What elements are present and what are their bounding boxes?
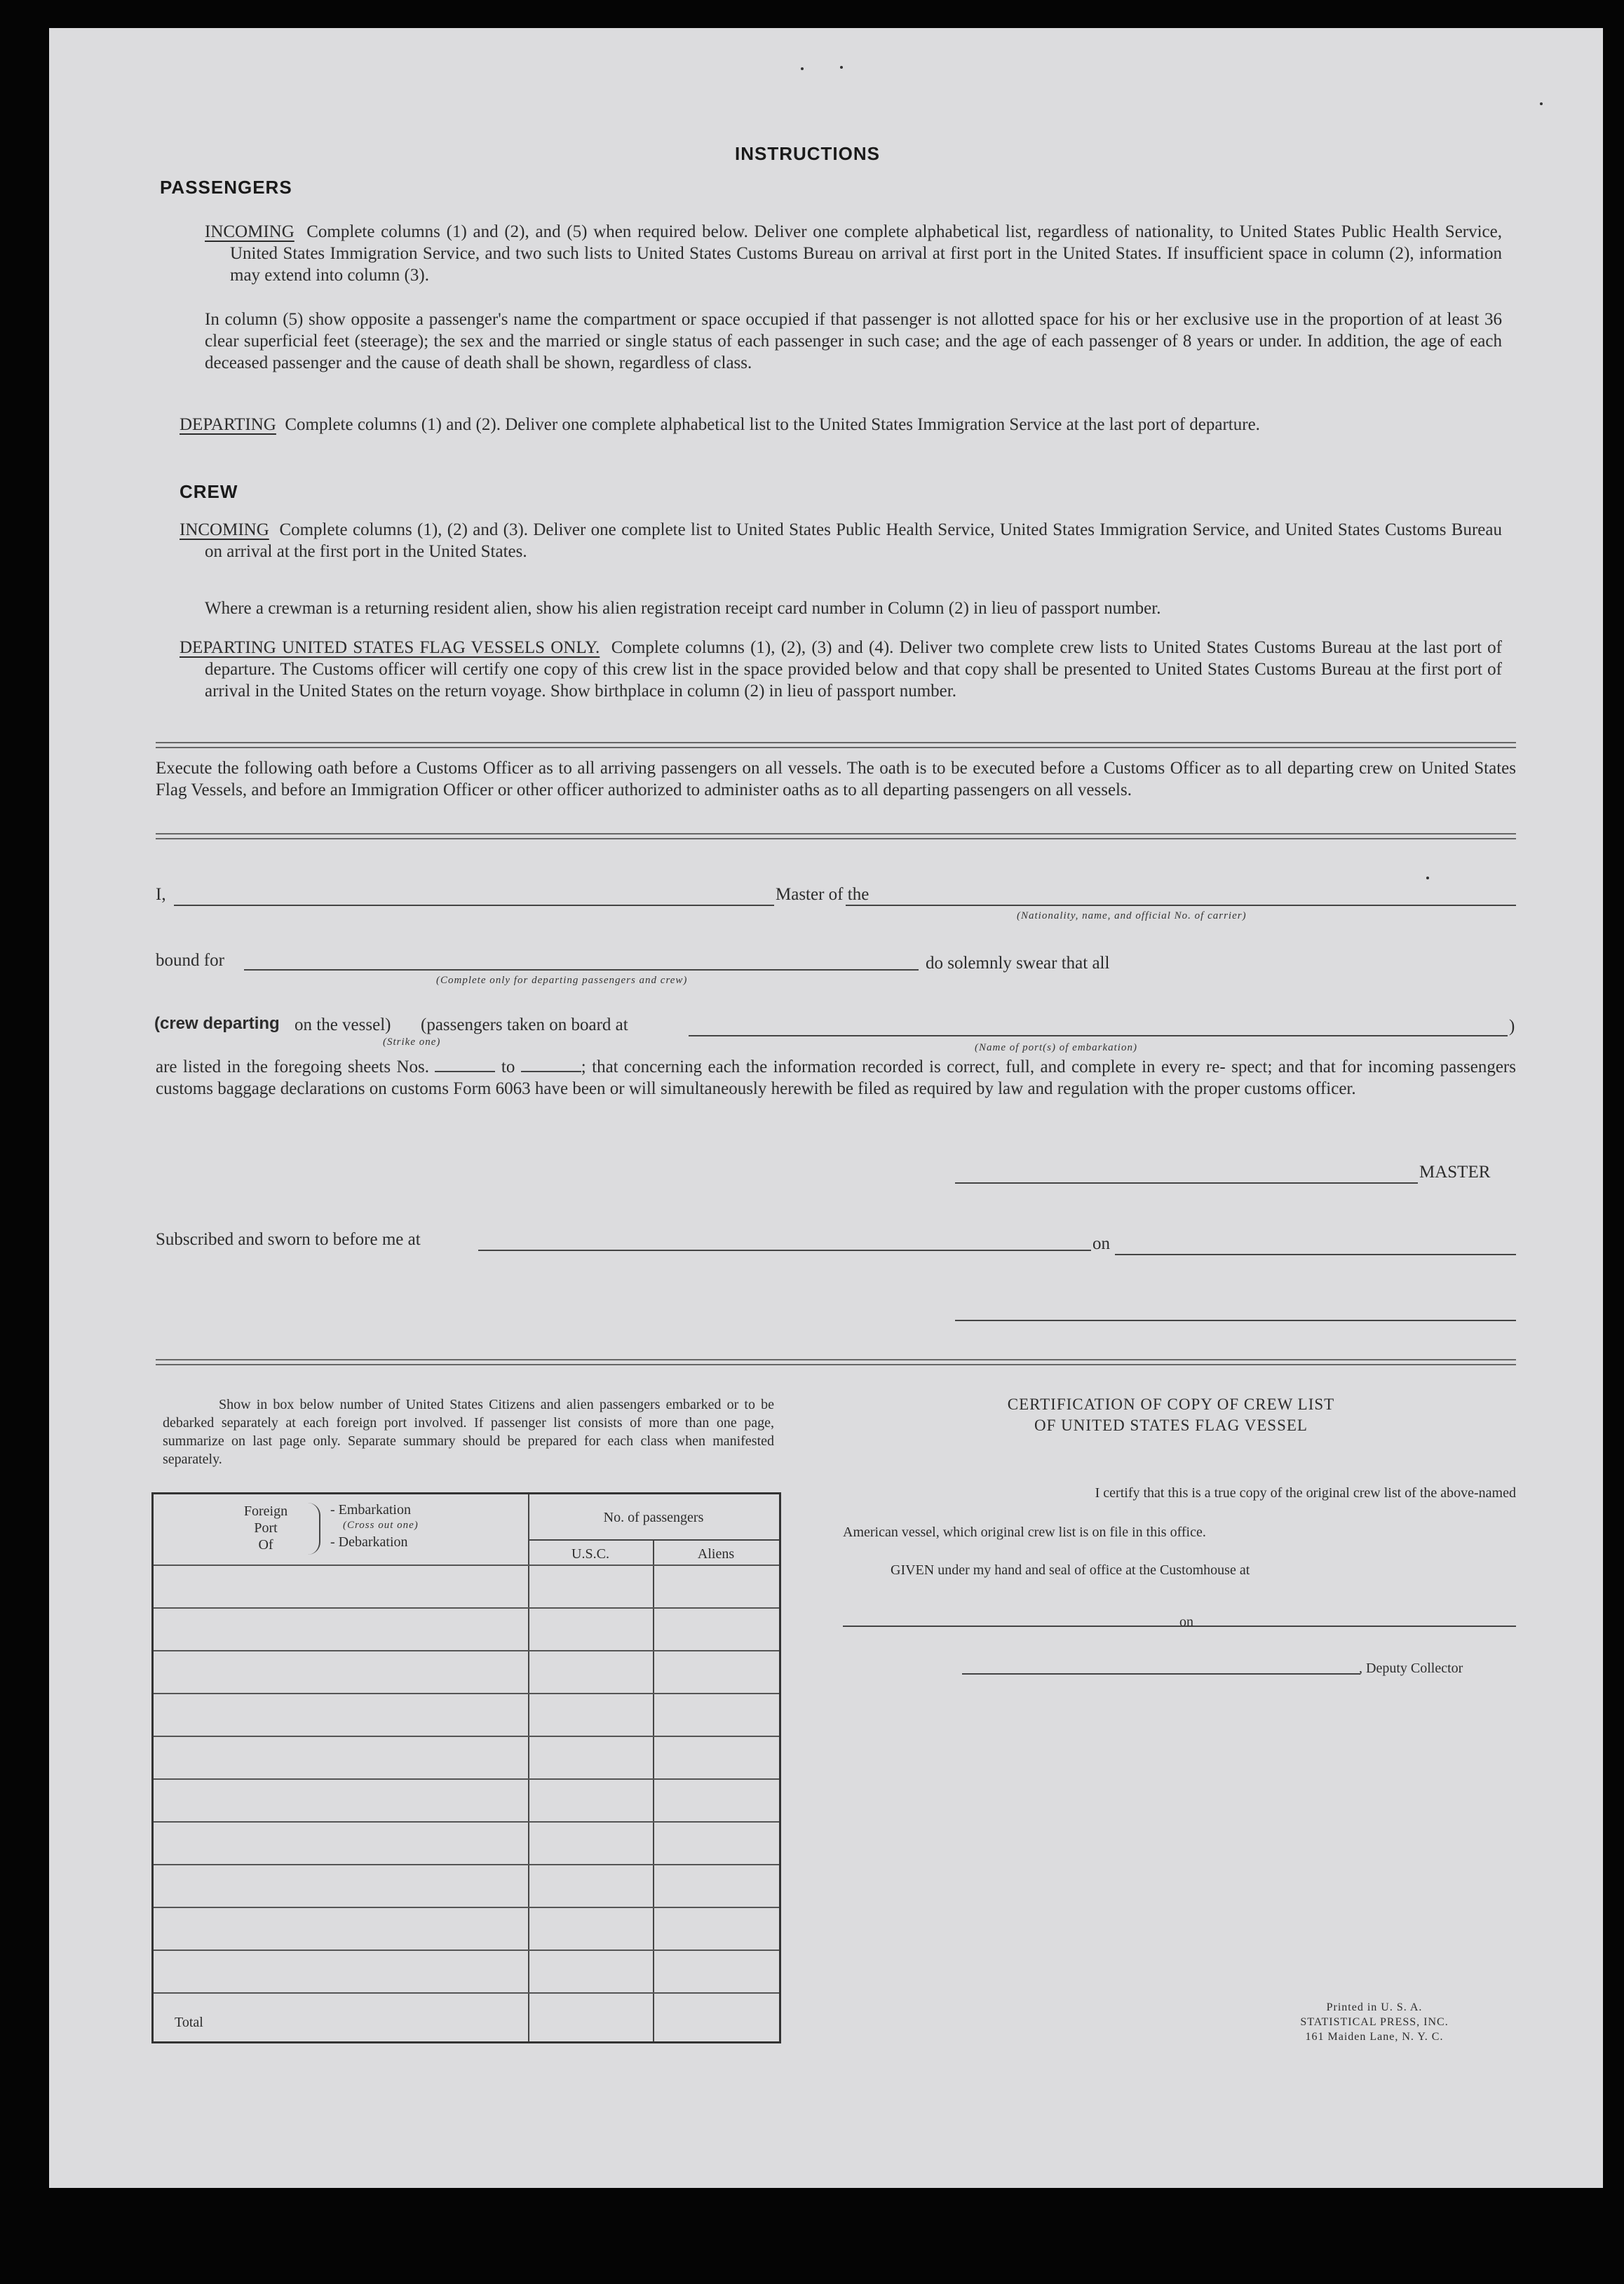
bound-for-caption: (Complete only for departing passengers and crew) <box>436 975 688 986</box>
deputy-signature-field[interactable] <box>962 1673 1360 1675</box>
sheet-from-field[interactable] <box>435 1060 495 1072</box>
usc-header: U.S.C. <box>571 1546 609 1562</box>
table-row[interactable] <box>154 1693 779 1736</box>
vessel-text: American vessel, which original crew list is on file in this office. <box>843 1525 1206 1540</box>
carrier-field[interactable] <box>846 905 1516 906</box>
form-sheet <box>49 28 1603 2188</box>
brace-icon <box>308 1503 320 1555</box>
passengers-heading: PASSENGERS <box>160 177 292 198</box>
printer-line2: STATISTICAL PRESS, INC. <box>1300 2016 1449 2028</box>
cross-out-caption: (Cross out one) <box>343 1520 419 1531</box>
crew-incoming-label: INCOMING <box>180 520 269 539</box>
column5-text: In column (5) show opposite a passenger's name the compartment or space occupied if that passenger is not allotted space for his or her exclusive use in the proportion of at least 36 clear superficial feet (steerage); the sex and the married or single status of each passenger in such case; and the age of each passenger of 8 years or under. In addition, the age of each deceased passenger and the cause of death shall be shown, regardless of class. <box>205 310 1502 372</box>
sheet-to-field[interactable] <box>521 1060 581 1072</box>
table-row[interactable] <box>154 1607 779 1650</box>
passengers-incoming-text: Complete columns (1) and (2), and (5) when required below. Deliver one complete alphabetical list, regardless of nationality, to United States Public Health Service, United States Immigration Service, and two such lists to United States Customs Bureau on arrival at first port in the United States. If insufficient space in column (2), information may extend into column (3). <box>230 222 1503 285</box>
summary-note-section <box>163 1396 774 1468</box>
oath-statement <box>156 1056 1516 1100</box>
debarkation-option[interactable]: - Debarkation <box>330 1534 408 1550</box>
bottom-divider <box>156 1359 1516 1365</box>
passengers-departing-label: DEPARTING <box>180 415 276 434</box>
certification-title-line2: OF UNITED STATES FLAG VESSEL <box>1034 1417 1308 1434</box>
table-row[interactable] <box>154 1650 779 1693</box>
on-vessel-label: on the vessel) <box>295 1015 391 1034</box>
listed-text-b: ; that concerning each the information recorded is correct, full, and complete in every re- <box>581 1057 1226 1076</box>
scan-speck <box>801 67 804 70</box>
column5-section <box>205 309 1502 374</box>
master-signature-field[interactable] <box>955 1182 1418 1184</box>
sworn-date-field[interactable] <box>1115 1254 1516 1255</box>
officer-signature-field[interactable] <box>955 1320 1516 1321</box>
oath-i-label: I, <box>156 885 166 904</box>
master-label: MASTER <box>1419 1163 1491 1182</box>
section-divider <box>156 742 1516 748</box>
crew-departing-option[interactable]: (crew departing <box>154 1014 280 1033</box>
oath-divider <box>156 833 1516 839</box>
printer-imprint <box>1241 2000 1508 2044</box>
listed-text-rest: spect; and that for incoming passengers customs baggage declarations on customs Form 6063 have been or will simultaneously herewith be filed as required by law and regulation with the proper customs officer. <box>156 1057 1516 1098</box>
listed-to-label: to <box>501 1057 515 1076</box>
listed-text-a: are listed in the foregoing sheets Nos. <box>156 1057 430 1076</box>
scan-speck <box>1540 102 1543 105</box>
aliens-header: Aliens <box>697 1546 735 1562</box>
table-row[interactable] <box>154 1992 779 2035</box>
passengers-incoming-label: INCOMING <box>205 222 295 241</box>
bound-for-label: bound for <box>156 951 224 970</box>
passengers-incoming-section <box>205 221 1502 286</box>
subscribed-label: Subscribed and sworn to before me at <box>156 1230 421 1249</box>
table-row[interactable] <box>154 1864 779 1907</box>
crew-resident-text: Where a crewman is a returning resident alien, show his alien registration receipt card number in Column (2) in lieu of passport number. <box>205 599 1161 618</box>
certify-text: I certify that this is a true copy of the original crew list of the above-named <box>1095 1485 1516 1501</box>
cert-date-field[interactable] <box>1202 1626 1516 1627</box>
deputy-collector-label: , Deputy Collector <box>1359 1661 1463 1676</box>
scan-speck <box>1426 877 1429 879</box>
table-row[interactable] <box>154 1736 779 1778</box>
table-row[interactable] <box>154 1949 779 1992</box>
master-of-label: Master of the <box>776 885 869 904</box>
scan-speck <box>840 66 843 69</box>
table-row[interactable] <box>154 1778 779 1821</box>
certification-title <box>820 1394 1522 1436</box>
crew-departing-label: DEPARTING UNITED STATES FLAG VESSELS ONLY. <box>180 638 600 657</box>
strike-one-caption: (Strike one) <box>383 1036 441 1048</box>
certification-title-line1: CERTIFICATION OF COPY OF CREW LIST <box>1007 1396 1335 1413</box>
crew-incoming-text: Complete columns (1), (2) and (3). Deliver one complete list to United States Public Health Service, United States Immigration Service, and United States Customs Bureau on arrival at the first port in the United States. <box>205 520 1502 561</box>
swear-label: do solemnly swear that all <box>926 954 1110 973</box>
crew-heading: CREW <box>180 481 238 502</box>
carrier-caption: (Nationality, name, and official No. of carrier) <box>1017 910 1247 921</box>
total-label: Total <box>175 2015 203 2030</box>
crew-departing-section <box>180 637 1502 702</box>
printer-line1: Printed in U. S. A. <box>1326 2001 1423 2013</box>
table-row[interactable] <box>154 1907 779 1949</box>
passengers-departing-section <box>180 414 1502 435</box>
passenger-summary-table <box>151 1492 781 2043</box>
sworn-on-label: on <box>1092 1234 1110 1253</box>
passengers-departing-text: Complete columns (1) and (2). Deliver one complete alphabetical list to the United States Immigration Service at the last port of departure. <box>285 415 1260 434</box>
oath-intro-section <box>156 757 1516 801</box>
passengers-taken-option[interactable]: (passengers taken on board at <box>421 1015 628 1034</box>
table-row[interactable] <box>154 1821 779 1864</box>
table-row[interactable] <box>154 1565 779 1607</box>
bound-for-field[interactable] <box>244 969 919 971</box>
customhouse-field[interactable] <box>843 1626 1230 1627</box>
master-name-field[interactable] <box>174 905 774 906</box>
crew-incoming-section <box>180 519 1502 562</box>
sworn-place-field[interactable] <box>478 1250 1091 1251</box>
header-rule <box>528 1539 779 1541</box>
given-text: GIVEN under my hand and seal of office at the Customhouse at <box>891 1562 1250 1578</box>
summary-note-text: Show in box below number of United States Citizens and alien passengers embarked or to be debarked separately at each foreign port involved. If passenger list consists of more than one page, summarize on last page only. Separate summary should be prepared for each class when manifested separately. <box>163 1397 774 1467</box>
close-paren: ) <box>1509 1017 1515 1036</box>
embarkation-port-field[interactable] <box>689 1035 1508 1036</box>
crew-resident-section <box>205 597 1502 619</box>
crew-departing-text: Complete columns (1), (2), (3) and (4). Deliver two complete crew lists to United States Customs Bureau at the last port of departure. The Customs officer will certify one copy of this crew list in the space provided below and that copy shall be presented to United States Customs Bureau at the first port of arrival in the United States on the return voyage. Show birthplace in column (2) in lieu of passport number. <box>205 638 1503 701</box>
no-passengers-header: No. of passengers <box>603 1510 704 1525</box>
foreign-port-label: Foreign Port Of <box>243 1503 288 1553</box>
embarkation-option[interactable]: - Embarkation <box>330 1502 411 1518</box>
ports-caption: (Name of port(s) of embarkation) <box>975 1042 1137 1053</box>
printer-line3: 161 Maiden Lane, N. Y. C. <box>1305 2031 1444 2043</box>
oath-intro-text: Execute the following oath before a Customs Officer as to all arriving passengers on all vessels. The oath is to be executed before a Customs Officer as to all departing crew on United States Flag Vessels, and before an Immigration Officer or other officer authorized to administer oaths as to all departing passengers on all vessels. <box>156 759 1516 799</box>
cert-on-label: on <box>1179 1614 1193 1630</box>
instructions-heading: INSTRUCTIONS <box>735 143 880 164</box>
